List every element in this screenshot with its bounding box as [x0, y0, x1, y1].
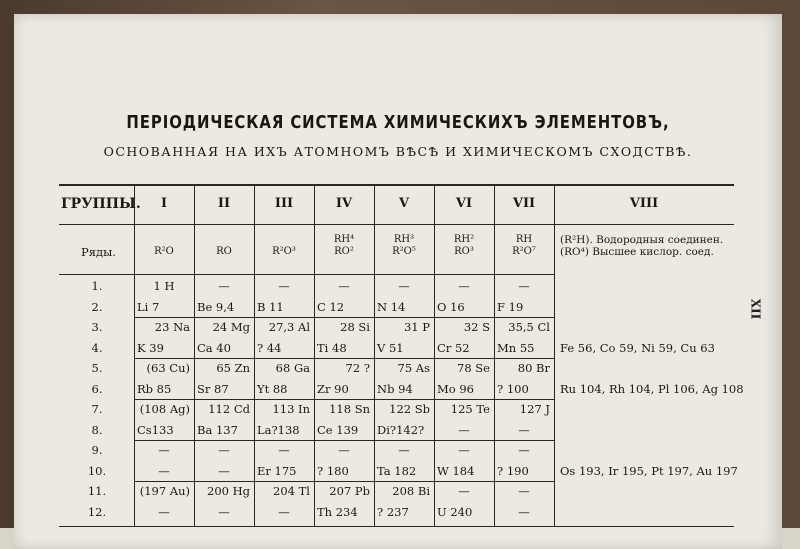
- group-header: II: [217, 196, 231, 211]
- element-cell: —: [518, 279, 530, 293]
- element-cell: 31 P: [403, 320, 430, 334]
- element-cell: (63 Cu): [146, 361, 190, 375]
- element-cell: —: [278, 279, 290, 293]
- element-cell: —: [338, 279, 350, 293]
- element-cell: —: [398, 443, 410, 457]
- header-rule: [59, 224, 734, 225]
- element-cell: —: [458, 279, 470, 293]
- element-cell: (108 Ag): [139, 402, 190, 416]
- element-cell: 65 Zn: [216, 361, 250, 375]
- periodic-table: [59, 184, 744, 529]
- element-cell: —: [218, 279, 230, 293]
- element-cell: —: [278, 443, 290, 457]
- group-formula: RH² RO³: [453, 234, 475, 257]
- group-formula: RO: [216, 246, 232, 257]
- element-cell: 32 S: [463, 320, 490, 334]
- element-cell: —: [458, 422, 470, 437]
- group-header: VI: [455, 196, 473, 211]
- element-cell: O 16: [437, 299, 465, 314]
- element-cell: Cr 52: [437, 340, 470, 355]
- period-rule: [134, 317, 554, 318]
- row-number: 5.: [91, 361, 103, 375]
- element-cell: Er 175: [257, 463, 297, 478]
- page-subtitle: ОСНОВАННАЯ НА ИХЪ АТОМНОМЪ ВѢСѢ И ХИМИЧЕСКОМЪ СХОДСТВѢ.: [103, 144, 693, 159]
- group-formula: R²O³: [272, 246, 296, 257]
- element-cell: (197 Au): [139, 484, 190, 498]
- row-number: 7.: [91, 402, 103, 416]
- column-divider: [254, 184, 255, 526]
- element-cell: 113 In: [272, 402, 310, 416]
- row-number: 2.: [91, 299, 103, 314]
- row-number: 6.: [91, 381, 103, 396]
- element-cell: Sr 87: [197, 381, 229, 396]
- row-number: 9.: [91, 443, 103, 457]
- group-viii-cell: Os 193, Ir 195, Pt 197, Au 197: [560, 463, 738, 478]
- row-number: 10.: [87, 463, 107, 478]
- row-number: 4.: [91, 340, 103, 355]
- element-cell: Mn 55: [497, 340, 535, 355]
- element-cell: —: [218, 463, 230, 478]
- group-formula: R²O: [154, 246, 174, 257]
- period-rule: [134, 358, 554, 359]
- element-cell: 127 J: [519, 402, 550, 416]
- group-formula: RH⁴ RO²: [333, 234, 355, 257]
- element-cell: K 39: [137, 340, 164, 355]
- page-title: ПЕРІОДИЧЕСКАЯ СИСТЕМА ХИМИЧЕСКИХЪ ЭЛЕМЕНТОВЪ,: [126, 112, 670, 133]
- row-number: 12.: [87, 504, 107, 519]
- element-cell: La?138: [257, 422, 300, 437]
- element-cell: V 51: [377, 340, 404, 355]
- element-cell: W 184: [437, 463, 475, 478]
- element-cell: F 19: [497, 299, 524, 314]
- element-cell: Ba 137: [197, 422, 238, 437]
- group-header: VII: [512, 196, 536, 211]
- element-cell: N 14: [377, 299, 406, 314]
- group-header: III: [274, 196, 294, 211]
- element-cell: 72 ?: [345, 361, 370, 375]
- group-header: I: [160, 196, 168, 211]
- element-cell: —: [218, 443, 230, 457]
- element-cell: U 240: [437, 504, 473, 519]
- element-cell: —: [518, 504, 530, 519]
- group-viii-cell: Ru 104, Rh 104, Pl 106, Ag 108: [560, 381, 744, 396]
- element-cell: —: [518, 484, 530, 498]
- element-cell: 125 Te: [450, 402, 490, 416]
- group-header: VIII: [629, 196, 659, 211]
- table-bottom-rule: [59, 526, 734, 527]
- element-cell: —: [278, 504, 290, 519]
- element-cell: 68 Ga: [275, 361, 310, 375]
- group-header: IV: [335, 196, 353, 211]
- element-cell: 75 As: [397, 361, 430, 375]
- group-formula: RH³ R²O⁵: [392, 234, 416, 257]
- element-cell: —: [338, 443, 350, 457]
- element-cell: 80 Br: [517, 361, 550, 375]
- element-cell: —: [458, 484, 470, 498]
- element-cell: C 12: [317, 299, 345, 314]
- element-cell: Ta 182: [377, 463, 417, 478]
- element-cell: ? 44: [257, 340, 282, 355]
- element-cell: ? 237: [377, 504, 409, 519]
- row-number: 1.: [91, 279, 103, 293]
- element-cell: Be 9,4: [197, 299, 235, 314]
- table-top-rule: [59, 184, 734, 186]
- element-cell: Ti 48: [317, 340, 347, 355]
- row-number: 8.: [91, 422, 103, 437]
- page-number: XII: [748, 298, 763, 320]
- element-cell: 27,3 Al: [268, 320, 310, 334]
- element-cell: 78 Se: [457, 361, 490, 375]
- rows-label: Ряды.: [81, 245, 116, 259]
- element-cell: Rb 85: [137, 381, 172, 396]
- group-formula: (R²H). Водородныя соединен. (RO⁴) Высшее кислор. соед.: [560, 234, 724, 258]
- element-cell: —: [518, 422, 530, 437]
- period-rule: [134, 481, 554, 482]
- element-cell: —: [158, 504, 170, 519]
- element-cell: Ca 40: [197, 340, 231, 355]
- element-cell: 207 Pb: [329, 484, 370, 498]
- element-cell: —: [158, 463, 170, 478]
- row-number: 3.: [91, 320, 103, 334]
- element-cell: 35,5 Cl: [508, 320, 550, 334]
- groups-label: ГРУППЫ.: [61, 196, 141, 212]
- period-rule: [134, 399, 554, 400]
- element-cell: Mo 96: [437, 381, 474, 396]
- element-cell: 24 Mg: [212, 320, 250, 334]
- element-cell: —: [458, 443, 470, 457]
- group-viii-cell: Fe 56, Co 59, Ni 59, Cu 63: [560, 340, 715, 355]
- row-number: 11.: [87, 484, 107, 498]
- element-cell: —: [518, 443, 530, 457]
- element-cell: Nb 94: [377, 381, 413, 396]
- element-cell: Di?142?: [377, 422, 425, 437]
- element-cell: 23 Na: [154, 320, 190, 334]
- element-cell: 122 Sb: [389, 402, 430, 416]
- element-cell: Th 234: [317, 504, 358, 519]
- element-cell: 1 H: [153, 279, 175, 293]
- element-cell: —: [398, 279, 410, 293]
- element-cell: Cs133: [137, 422, 174, 437]
- element-cell: 200 Hg: [207, 484, 250, 498]
- element-cell: ? 100: [497, 381, 529, 396]
- group-header: V: [398, 196, 410, 211]
- element-cell: Li 7: [137, 299, 160, 314]
- element-cell: Ce 139: [317, 422, 359, 437]
- element-cell: —: [158, 443, 170, 457]
- element-cell: ? 180: [317, 463, 349, 478]
- element-cell: 208 Bi: [392, 484, 430, 498]
- group-formula: RH R²O⁷: [512, 234, 536, 257]
- element-cell: 204 Tl: [273, 484, 310, 498]
- element-cell: 118 Sn: [329, 402, 370, 416]
- book-page: [14, 14, 782, 549]
- element-cell: —: [218, 504, 230, 519]
- element-cell: B 11: [257, 299, 284, 314]
- element-cell: Zr 90: [317, 381, 349, 396]
- element-cell: ? 190: [497, 463, 529, 478]
- element-cell: 28 Si: [340, 320, 370, 334]
- element-cell: Yt 88: [257, 381, 288, 396]
- period-rule: [134, 440, 554, 441]
- element-cell: 112 Cd: [208, 402, 250, 416]
